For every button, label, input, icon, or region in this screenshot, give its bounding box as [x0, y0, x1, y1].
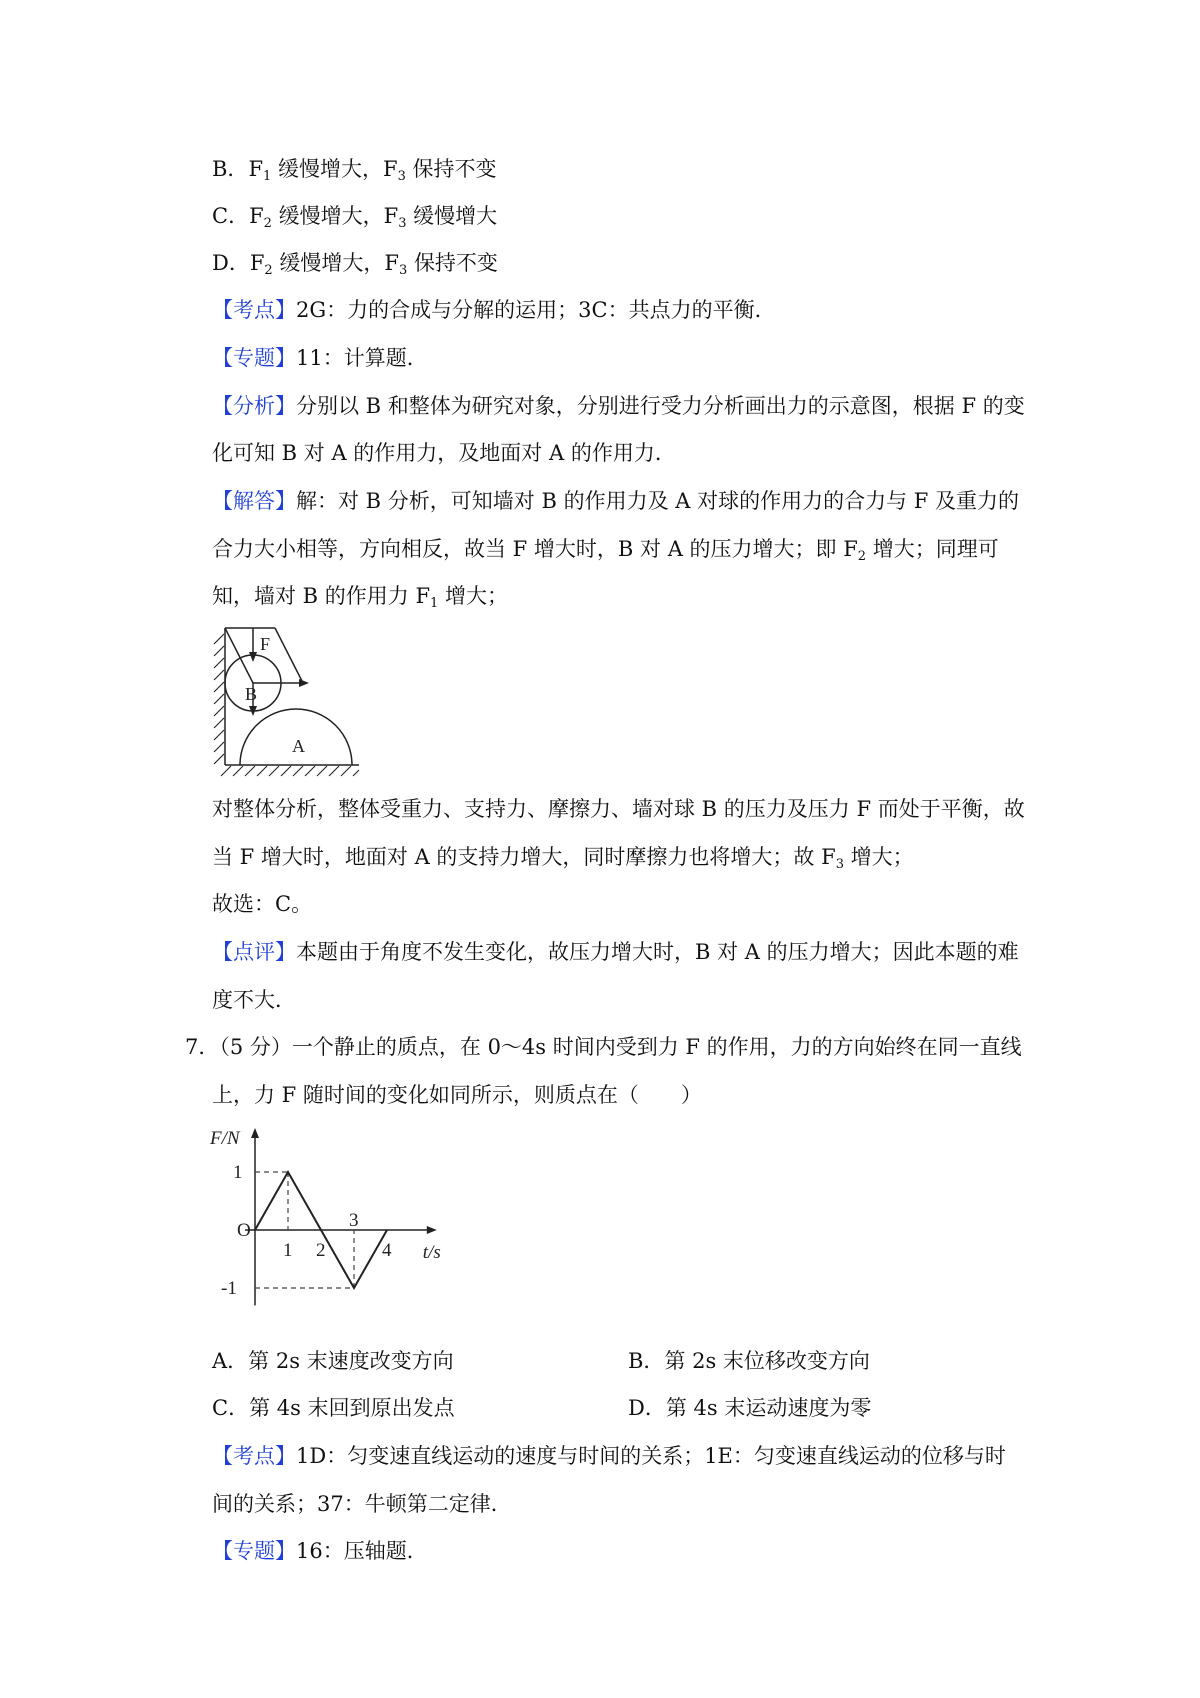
force-diagram	[205, 620, 360, 780]
x-tick-label: 3	[349, 1210, 359, 1231]
x-axis-label: t/s	[422, 1242, 441, 1263]
q7-kaodian-line1: 【考点】1D：匀变速直线运动的速度与时间的关系；1E：匀变速直线运动的位移与时	[212, 1444, 1006, 1468]
q6-jieda-line3: 知，墙对 B 的作用力 $F_1$ 增大；	[212, 584, 508, 611]
q7-stem-line1: 7．（5 分）一个静止的质点，在 0～4s 时间内受到力 F 的作用，力的方向始终在同一直线	[185, 1035, 1022, 1059]
label-a: A	[292, 736, 305, 756]
q6-zhuanti: 【专题】11：计算题．	[212, 346, 428, 370]
q6-kaodian: 【考点】2G：力的合成与分解的运用；3C：共点力的平衡．	[212, 298, 776, 322]
x-tick-label: 2	[316, 1240, 326, 1261]
q6-jieda-line1: 【解答】解：对 B 分析，可知墙对 B 的作用力及 A 对球的作用力的合力与 F 及重力的	[212, 489, 1020, 513]
label-b: B	[245, 684, 258, 704]
q7-zhuanti: 【专题】16：压轴题．	[212, 1539, 428, 1563]
q6-jieda-line2: 合力大小相等，方向相反，故当 F 增大时，B 对 A 的压力增大；即 $F_2$ 增大；同理可	[212, 537, 999, 564]
force-time-chart	[205, 1122, 465, 1322]
dianping-tag: 【点评】	[212, 940, 296, 964]
zhuanti-tag: 【专题】	[212, 346, 296, 370]
kaodian-tag: 【考点】	[212, 1444, 296, 1468]
ground-hatching	[221, 766, 359, 776]
q7-option-d: D．第 4s 末运动速度为零	[628, 1396, 872, 1420]
origin-label: O	[237, 1220, 251, 1241]
kaodian-tag: 【考点】	[212, 298, 296, 322]
y-axis-label: F/N	[210, 1128, 240, 1149]
q6-option-b: B．$F_1$ 缓慢增大，$F_3$ 保持不变	[212, 157, 497, 184]
x-tick-label: 1	[283, 1240, 293, 1261]
jieda-tag: 【解答】	[212, 489, 296, 513]
y-tick-label: 1	[233, 1162, 243, 1183]
y-axis-arrow	[251, 1128, 259, 1138]
fenxi-tag: 【分析】	[212, 394, 296, 418]
q6-answer: 故选：C。	[212, 892, 313, 916]
q7-stem-line2: 上，力 F 随时间的变化如同所示，则质点在（ ）	[212, 1083, 702, 1107]
x-axis-arrow	[427, 1226, 437, 1234]
x-tick-label: 4	[382, 1240, 392, 1261]
q6-dianping-line2: 度不大．	[212, 988, 296, 1012]
zhuanti-tag: 【专题】	[212, 1539, 296, 1563]
q6-dianping-line1: 【点评】本题由于角度不发生变化，故压力增大时，B 对 A 的压力增大；因此本题的难	[212, 940, 1019, 964]
q6-fenxi-line2: 化可知 B 对 A 的作用力，及地面对 A 的作用力．	[212, 441, 676, 465]
wall-hatching	[214, 634, 224, 764]
q7-kaodian-line2: 间的关系；37：牛顿第二定律．	[212, 1492, 512, 1516]
q6-fenxi-line1: 【分析】分别以 B 和整体为研究对象，分别进行受力分析画出力的示意图，根据 F 的变	[212, 394, 1025, 418]
y-tick-label: -1	[221, 1278, 237, 1299]
q6-option-c: C．$F_2$ 缓慢增大，$F_3$ 缓慢增大	[212, 204, 498, 231]
q7-option-c: C．第 4s 末回到原出发点	[212, 1396, 455, 1420]
q7-option-b: B．第 2s 末位移改变方向	[628, 1349, 870, 1373]
label-f: F	[260, 634, 271, 654]
q6-option-d: D．$F_2$ 缓慢增大，$F_3$ 保持不变	[212, 251, 498, 278]
q6-after-line1: 对整体分析，整体受重力、支持力、摩擦力、墙对球 B 的压力及压力 F 而处于平衡，故	[212, 797, 1025, 821]
q7-option-a: A．第 2s 末速度改变方向	[212, 1349, 454, 1373]
q6-after-line2: 当 F 增大时，地面对 A 的支持力增大，同时摩擦力也将增大；故 $F_3$ 增大；	[212, 845, 914, 872]
